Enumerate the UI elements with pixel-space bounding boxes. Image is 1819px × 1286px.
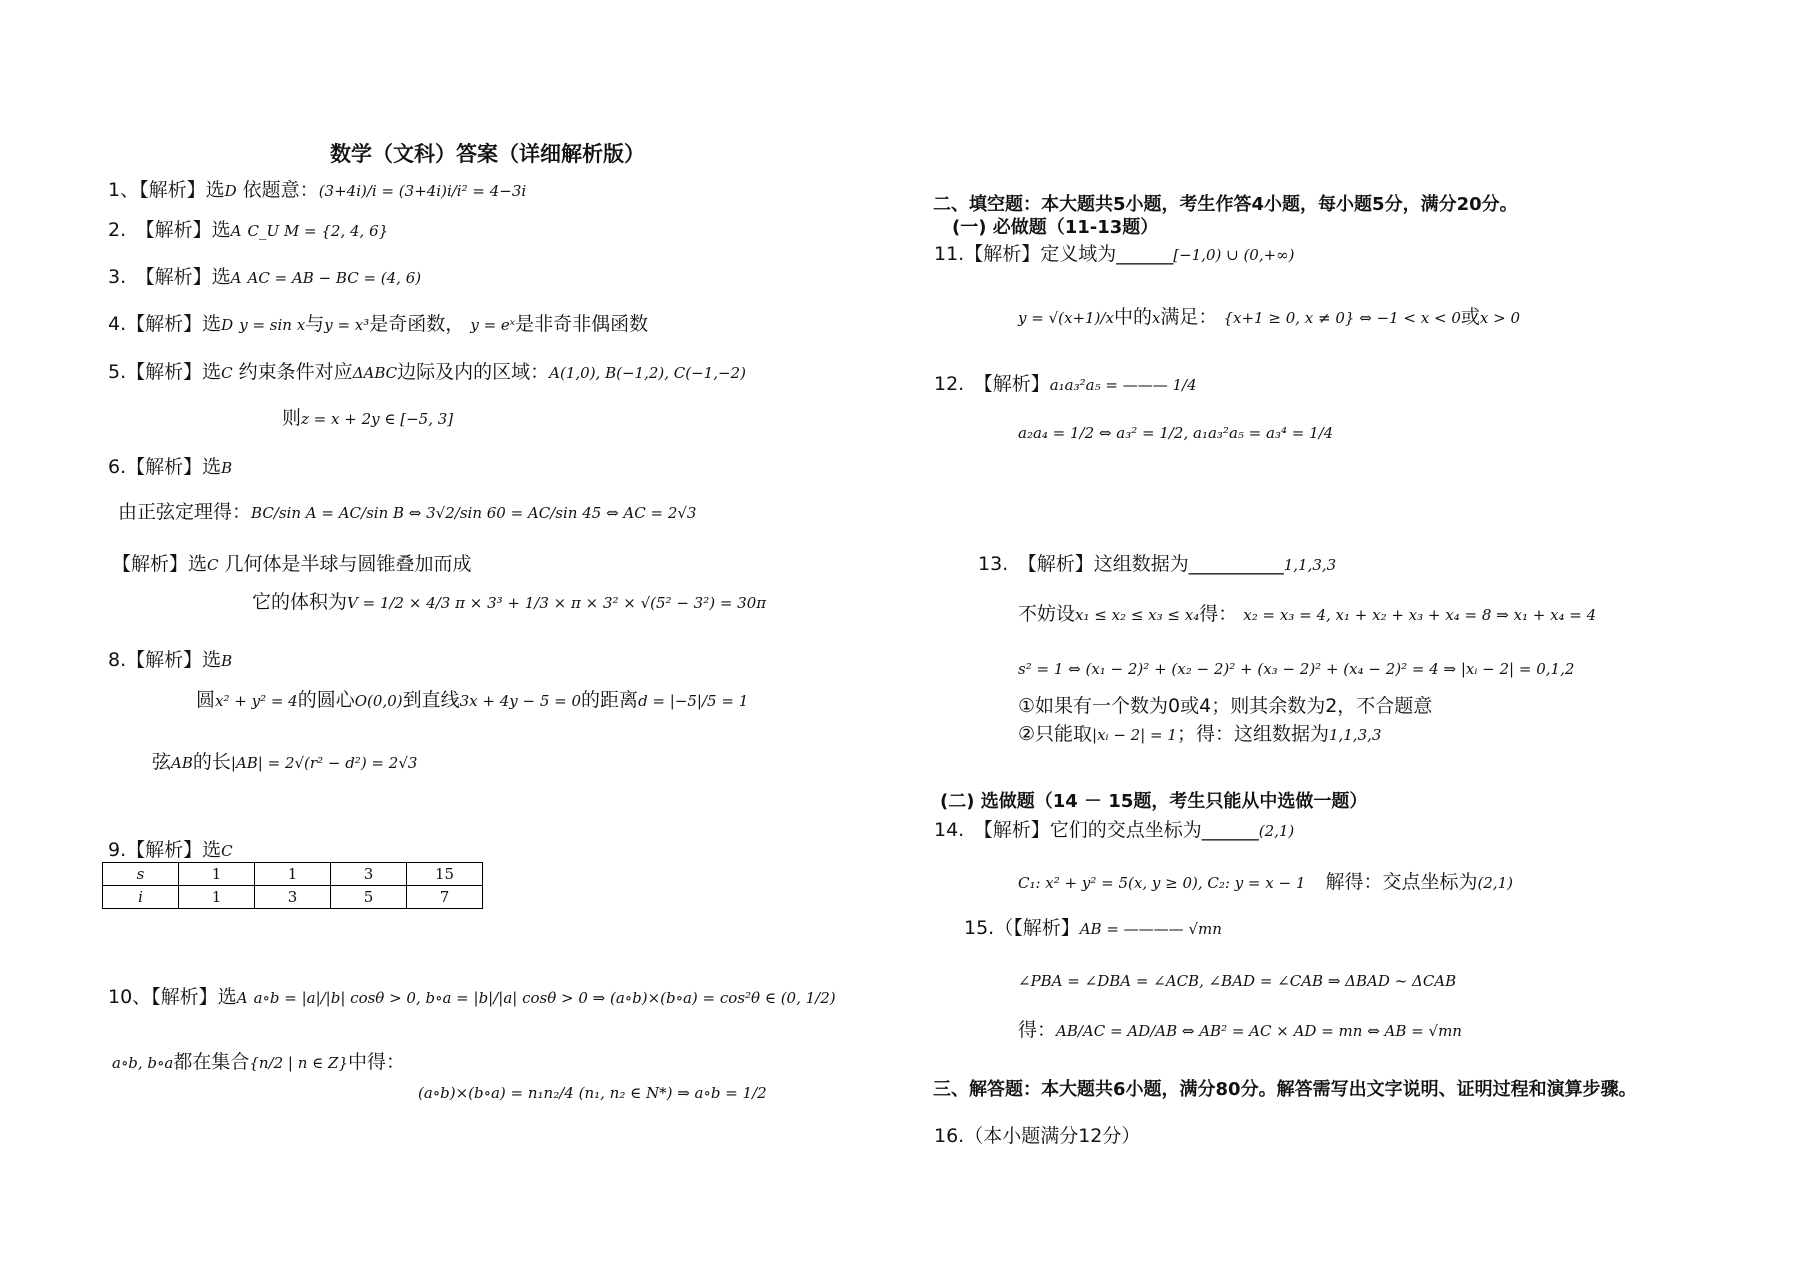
q5-t1: 约束条件对应 bbox=[238, 361, 353, 383]
table-cell: 7 bbox=[407, 886, 483, 909]
table-cell: 5 bbox=[331, 886, 407, 909]
q11-f3: {x+1 ≥ 0, x ≠ 0} ⇔ −1 < x < 0 bbox=[1223, 309, 1461, 327]
q9-option: C bbox=[221, 842, 233, 860]
q7-formula: V = 1/2 × 4/3 π × 3³ + 1/3 × π × 3² × √(5² − 3²) = 30π bbox=[347, 594, 767, 612]
q10-t1: 都在集合 bbox=[173, 1051, 250, 1073]
q15-line3 bbox=[1018, 1018, 1462, 1043]
q8-t3: 到直线 bbox=[402, 689, 460, 711]
q5-option: C bbox=[221, 364, 233, 382]
q1-prefix: 1、【解析】选 bbox=[108, 179, 225, 201]
q4-line bbox=[108, 312, 648, 337]
table-row bbox=[103, 863, 483, 886]
q4-t2: 是奇函数， bbox=[369, 313, 465, 335]
q8-line2 bbox=[196, 688, 748, 713]
q14-t1: 解得：交点坐标为 bbox=[1325, 871, 1478, 893]
right-column bbox=[900, 0, 1819, 1286]
q15-f2: AB/AC = AD/AB ⇔ AB² = AC × AD = mn ⇔ AB = √mn bbox=[1056, 1022, 1462, 1040]
q11-line bbox=[934, 242, 1295, 267]
q12-formula: a₂a₄ = 1/2 ⇔ a₃² = 1/2, a₁a₃²a₅ = a₃⁴ = 1/4 bbox=[1018, 424, 1334, 442]
q11-line2 bbox=[1018, 305, 1520, 330]
q7-prefix: 【解析】选 bbox=[112, 553, 208, 575]
q5-prefix: 5.【解析】选 bbox=[108, 361, 222, 383]
q11-t2: 满足： bbox=[1160, 306, 1218, 328]
q4-option: D bbox=[221, 316, 234, 334]
table-cell: 1 bbox=[179, 863, 255, 886]
q8-option: B bbox=[221, 652, 233, 670]
q12-answer: a₁a₃²a₅ = ——— 1/4 bbox=[1049, 376, 1197, 394]
q11-prefix: 11.【解析】定义域为______ bbox=[934, 243, 1174, 265]
q10-formula: a∘b = |a|/|b| cosθ > 0, b∘a = |b|/|a| cosθ > 0 ⇒ (a∘b)×(b∘a) = cos²θ ∈ (0, 1/2) bbox=[253, 989, 836, 1007]
q7-option: C bbox=[207, 556, 219, 574]
table-cell: 3 bbox=[255, 886, 331, 909]
q8-f4: d = |−5|/5 = 1 bbox=[638, 692, 749, 710]
q8-t6: 的长 bbox=[192, 751, 231, 773]
table-cell: 3 bbox=[331, 863, 407, 886]
q10-line3 bbox=[418, 1080, 767, 1105]
q9-line bbox=[108, 838, 233, 863]
q11-f1: y = √(x+1)/x bbox=[1018, 309, 1114, 327]
q6-text: 由正弦定理得： bbox=[118, 501, 252, 523]
q13-t1: 不妨设 bbox=[1018, 603, 1076, 625]
q13-prefix: 13. 【解析】这组数据为__________ bbox=[978, 553, 1284, 575]
q13-line2 bbox=[1018, 602, 1596, 627]
q10-t2: 中得： bbox=[348, 1051, 406, 1073]
q3-line bbox=[108, 265, 421, 290]
q8-f1: x² + y² = 4 bbox=[215, 692, 298, 710]
q5-line2 bbox=[282, 406, 453, 431]
q13-t2: 得： bbox=[1199, 603, 1238, 625]
q4-f3: y = eˣ bbox=[470, 316, 516, 334]
q4-t3: 是非奇非偶函数 bbox=[515, 313, 649, 335]
q2-line bbox=[108, 218, 388, 243]
q15-answer: AB = ———— √mn bbox=[1079, 920, 1222, 938]
q10-line2 bbox=[112, 1050, 405, 1075]
q10-f3: {n/2 | n ∈ Z} bbox=[249, 1054, 349, 1072]
q8-line3 bbox=[152, 750, 417, 775]
q15-line bbox=[964, 916, 1222, 941]
q13-line5 bbox=[1018, 722, 1381, 747]
q7-line2 bbox=[252, 590, 766, 615]
q13-l2c: 1,1,3,3 bbox=[1328, 726, 1382, 744]
q14-prefix: 14. 【解析】它们的交点坐标为______ bbox=[934, 819, 1259, 841]
part-2-heading: (二) 选做题（14 － 15题，考生只能从中选做一题） bbox=[940, 791, 1368, 812]
q8-t1: 圆 bbox=[196, 689, 216, 711]
q14-line2 bbox=[1018, 870, 1513, 895]
q2-formula: C_U M = {2, 4, 6} bbox=[247, 222, 389, 240]
q4-f1: y = sin x bbox=[239, 316, 306, 334]
q7-line bbox=[112, 552, 472, 577]
section-3-heading: 三、解答题：本大题共6小题，满分80分。解答需写出文字说明、证明过程和演算步骤。 bbox=[933, 1079, 1637, 1100]
q13-f1: x₁ ≤ x₂ ≤ x₃ ≤ x₄ bbox=[1075, 606, 1200, 624]
q9-prefix: 9.【解析】选 bbox=[108, 839, 222, 861]
q4-prefix: 4.【解析】选 bbox=[108, 313, 222, 335]
q4-f2: y = x³ bbox=[324, 316, 370, 334]
q14-line bbox=[934, 818, 1294, 843]
q13-l2a: ②只能取 bbox=[1018, 723, 1093, 745]
q2-prefix: 2. 【解析】选 bbox=[108, 219, 231, 241]
q15-line2 bbox=[1018, 968, 1456, 993]
q8-t4: 的距离 bbox=[581, 689, 639, 711]
q15-prefix: 15.（【解析】 bbox=[964, 917, 1080, 939]
q5-f1: ΔABC bbox=[352, 364, 398, 382]
q14-answer: (2,1) bbox=[1258, 822, 1295, 840]
q11-t3: 或 bbox=[1460, 306, 1480, 328]
q5-f3: z = x + 2y ∈ [−5, 3] bbox=[301, 410, 454, 428]
q6-formula: BC/sin A = AC/sin B ⇔ 3√2/sin 60 = AC/sin 45 ⇔ AC = 2√3 bbox=[251, 504, 697, 522]
section-2-heading: 二、填空题：本大题共5小题，考生作答4小题，每小题5分，满分20分。 bbox=[933, 194, 1518, 215]
q13-answer: 1,1,3,3 bbox=[1283, 556, 1337, 574]
q1-line bbox=[108, 178, 526, 203]
q3-option: A bbox=[230, 269, 242, 287]
q12-line bbox=[934, 372, 1197, 397]
q8-f2: O(0,0) bbox=[354, 692, 403, 710]
q15-t1: 得： bbox=[1018, 1019, 1057, 1041]
q12-line2 bbox=[1018, 420, 1333, 445]
q4-t1: 与 bbox=[305, 313, 325, 335]
q8-f3: 3x + 4y − 5 = 0 bbox=[459, 692, 582, 710]
table-cell: i bbox=[103, 886, 179, 909]
table-cell: 1 bbox=[255, 863, 331, 886]
q10-line bbox=[108, 985, 836, 1010]
page-title: 数学（文科）答案（详细解析版） bbox=[330, 142, 645, 166]
q11-answer: [−1,0) ∪ (0,+∞) bbox=[1173, 246, 1295, 264]
q13-line bbox=[978, 552, 1336, 577]
table-row bbox=[103, 886, 483, 909]
q8-line bbox=[108, 648, 232, 673]
q6-line bbox=[108, 455, 232, 480]
q1-text: 依题意： bbox=[242, 179, 319, 201]
q11-f4: x > 0 bbox=[1479, 309, 1520, 327]
q11-f2: x bbox=[1151, 309, 1161, 327]
q3-formula: AC = AB − BC = (4, 6) bbox=[247, 269, 422, 287]
q13-f2: x₂ = x₃ = 4, x₁ + x₂ + x₃ + x₄ = 8 ⇒ x₁ + x₄ = 4 bbox=[1243, 606, 1597, 624]
q10-f2: a∘b, b∘a bbox=[112, 1054, 174, 1072]
q8-f6: |AB| = 2√(r² − d²) = 2√3 bbox=[230, 754, 418, 772]
q9-table bbox=[102, 862, 483, 909]
q10-prefix: 10、【解析】选 bbox=[108, 986, 237, 1008]
q5-f2: A(1,0), B(−1,2), C(−1,−2) bbox=[549, 364, 746, 382]
q5-t2: 边际及内的区域： bbox=[397, 361, 550, 383]
q3-prefix: 3. 【解析】选 bbox=[108, 266, 231, 288]
q13-l2f: |xᵢ − 2| = 1 bbox=[1092, 726, 1177, 744]
q8-f5: AB bbox=[171, 754, 193, 772]
q16-line: 16.（本小题满分12分） bbox=[934, 1125, 1141, 1147]
q14-f2: (2,1) bbox=[1477, 874, 1514, 892]
q11-t1: 中的 bbox=[1113, 306, 1152, 328]
q2-option: A bbox=[230, 222, 242, 240]
q13-line4: ①如果有一个数为0或4；则其余数为2，不合题意 bbox=[1018, 695, 1433, 717]
left-column bbox=[0, 0, 900, 1286]
q10-option: A bbox=[236, 989, 248, 1007]
q5-t3: 则 bbox=[282, 407, 302, 429]
q1-formula: (3+4i)/i = (3+4i)i/i² = 4−3i bbox=[318, 182, 527, 200]
q10-f4: (a∘b)×(b∘a) = n₁n₂/4 (n₁, n₂ ∈ N*) ⇒ a∘b = 1/2 bbox=[418, 1084, 767, 1102]
q8-prefix: 8.【解析】选 bbox=[108, 649, 222, 671]
table-cell: 15 bbox=[407, 863, 483, 886]
table-cell: 1 bbox=[179, 886, 255, 909]
q13-f3: s² = 1 ⇔ (x₁ − 2)² + (x₂ − 2)² + (x₃ − 2)² + (x₄ − 2)² = 4 ⇒ |xᵢ − 2| = 0,1,2 bbox=[1018, 660, 1575, 678]
q13-l2b: ；得：这组数据为 bbox=[1176, 723, 1329, 745]
q15-f1: ∠PBA = ∠DBA = ∠ACB, ∠BAD = ∠CAB ⇒ ΔBAD ~ ΔCAB bbox=[1018, 972, 1457, 990]
q6-option: B bbox=[221, 459, 233, 477]
q5-line bbox=[108, 360, 746, 385]
q6-prefix: 6.【解析】选 bbox=[108, 456, 222, 478]
q1-option: D bbox=[224, 182, 237, 200]
q7-text2: 它的体积为 bbox=[252, 591, 348, 613]
q8-t2: 的圆心 bbox=[297, 689, 355, 711]
q7-text: 几何体是半球与圆锥叠加而成 bbox=[224, 553, 472, 575]
table-cell: s bbox=[103, 863, 179, 886]
q8-t5: 弦 bbox=[152, 751, 172, 773]
q12-prefix: 12. 【解析】 bbox=[934, 373, 1050, 395]
q13-line3 bbox=[1018, 656, 1574, 681]
q14-f1: C₁: x² + y² = 5(x, y ≥ 0), C₂: y = x − 1 bbox=[1018, 874, 1306, 892]
part-1-heading: (一) 必做题（11-13题） bbox=[952, 217, 1159, 238]
q6-line2 bbox=[118, 500, 696, 525]
